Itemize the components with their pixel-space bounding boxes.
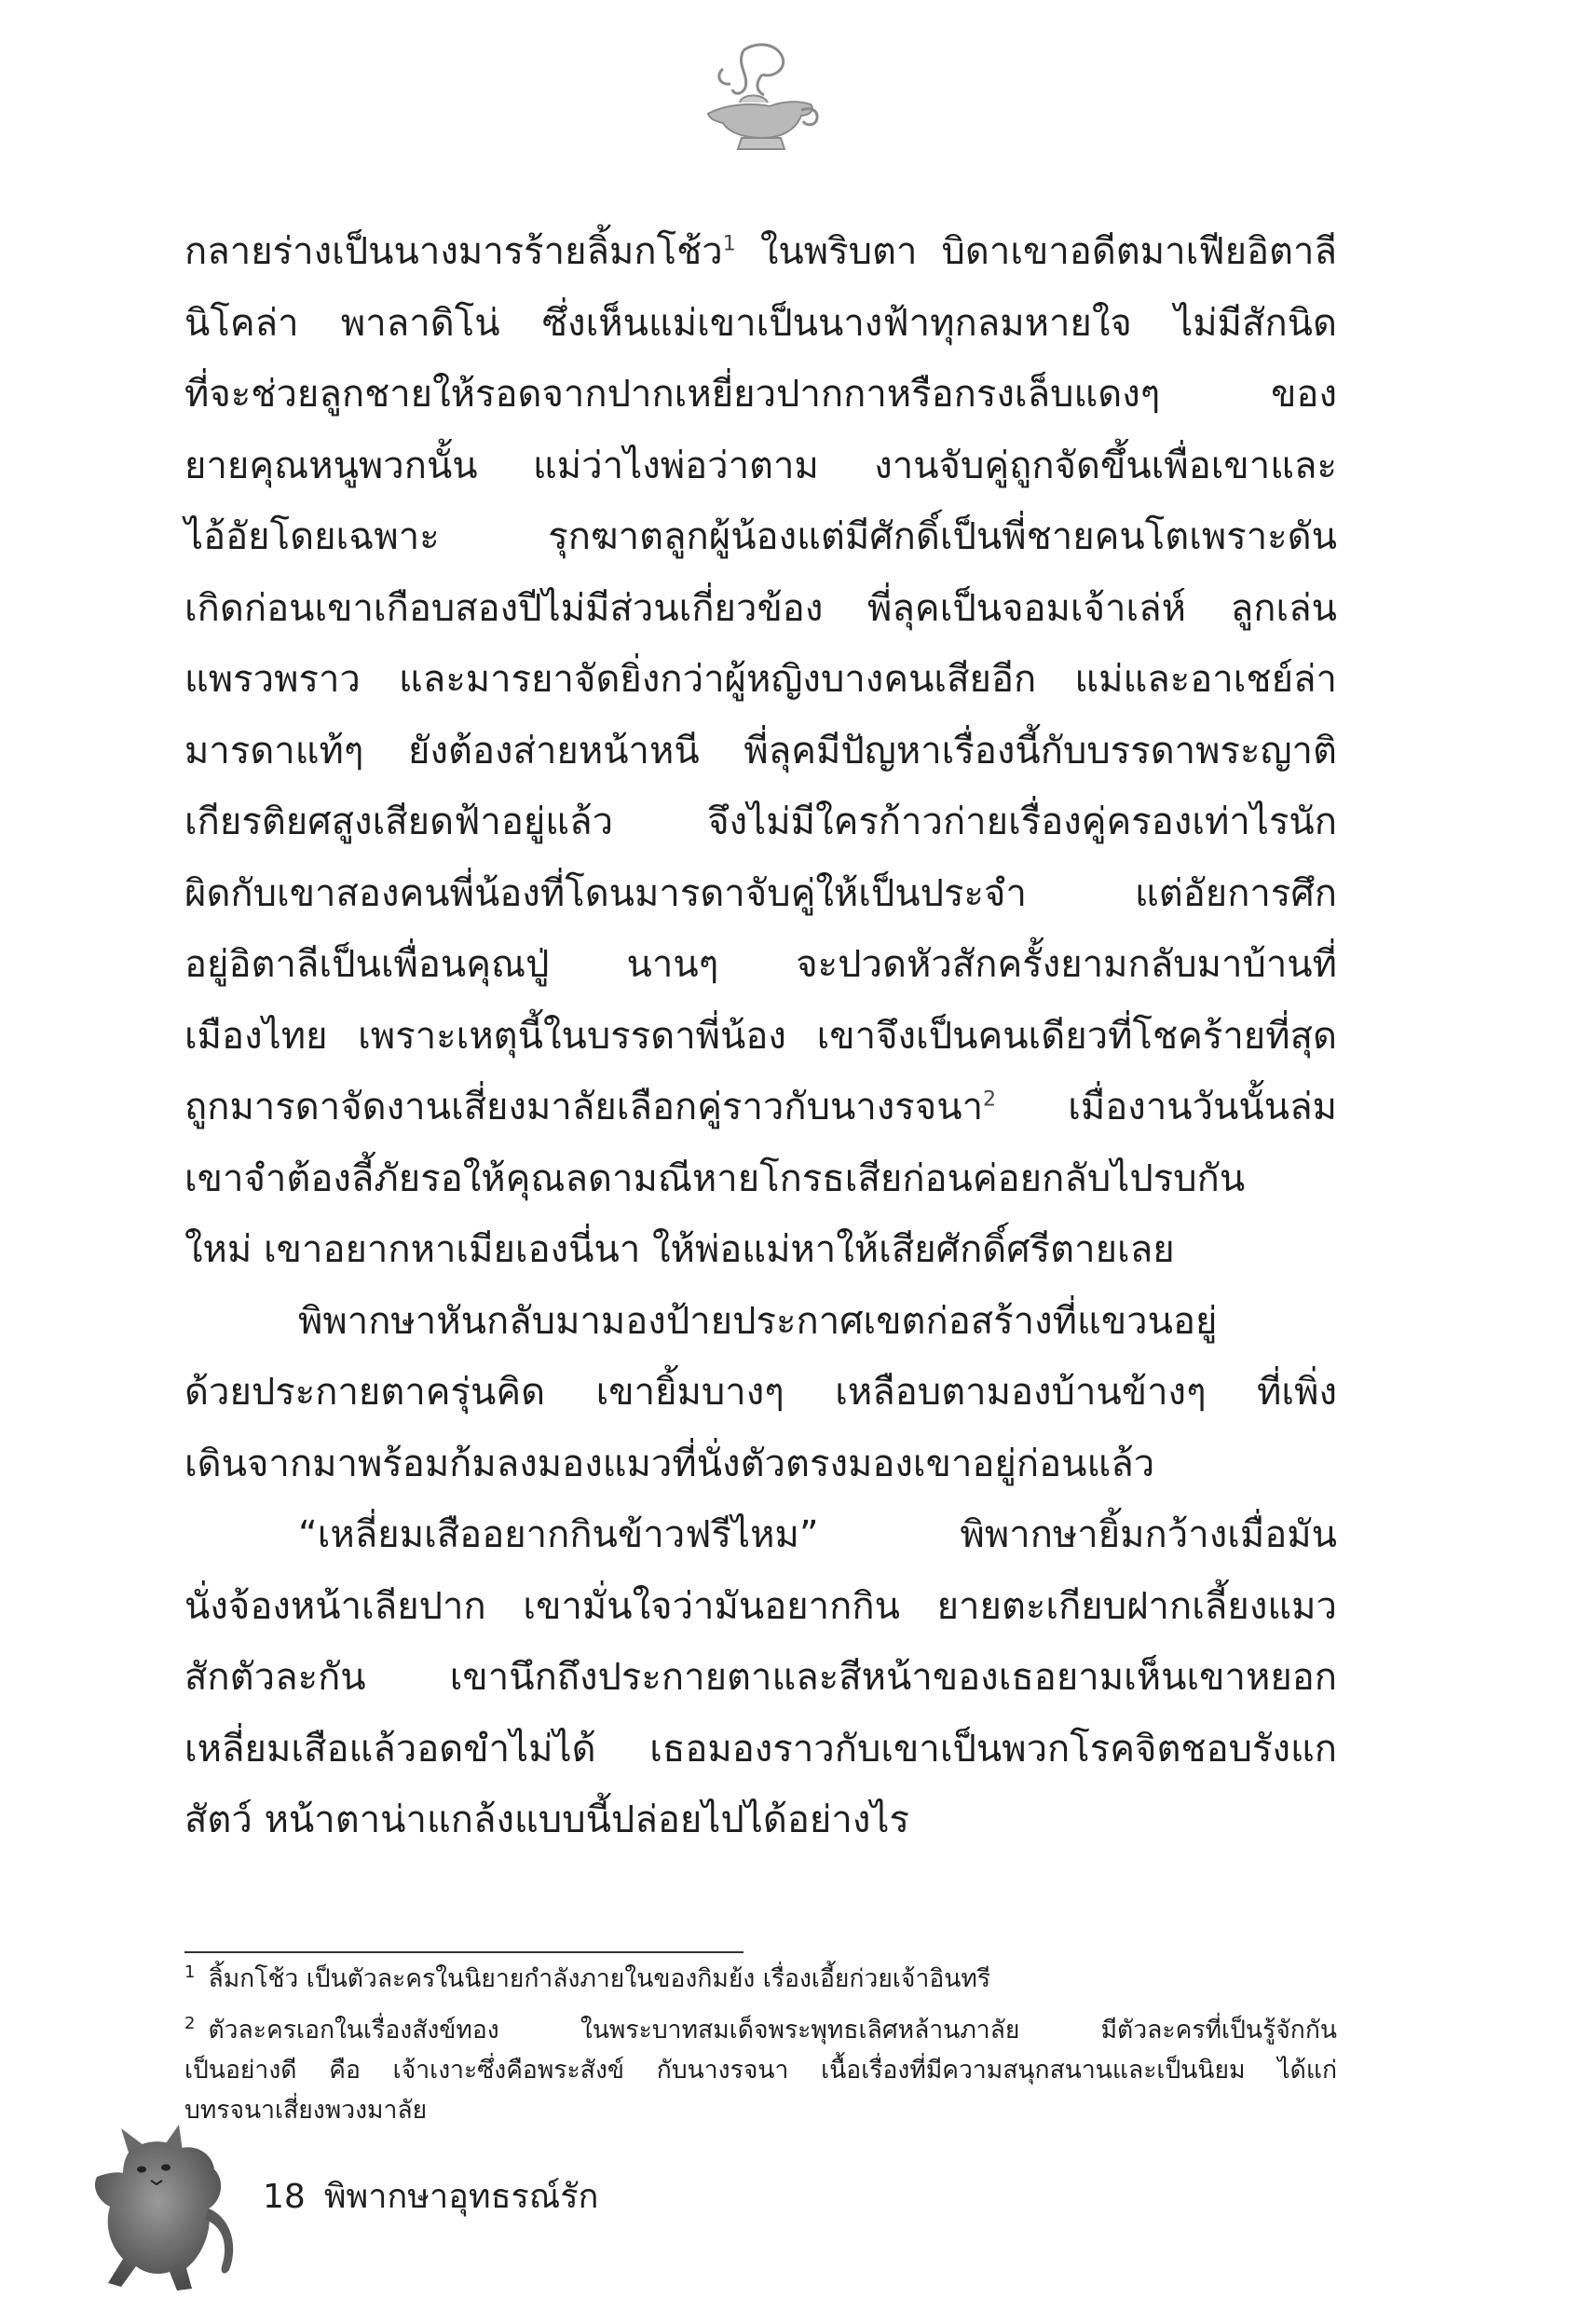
- body-line: เกียรติยศสูงเสียดฟ้าอยู่แล้ว จึงไม่มีใครก้าวก่ายเรื่องคู่ครองเท่าไรนัก: [184, 800, 1337, 843]
- footnote-ref[interactable]: 2: [983, 1087, 997, 1112]
- body-line: “เหลี่ยมเสืออยากกินข้าวฟรีไหม” พิพากษายิ้มกว้างเมื่อมัน: [298, 1513, 1337, 1556]
- body-line: เกิดก่อนเขาเกือบสองปีไม่มีส่วนเกี่ยวข้อง พี่ลุคเป็นจอมเจ้าเล่ห์ ลูกเล่น: [184, 586, 1337, 630]
- body-line: ถูกมารดาจัดงานเสี่ยงมาลัยเลือกคู่ราวกับนางรจนา$^2$ เมื่องานวันนั้นล่ม: [184, 1086, 1337, 1128]
- footnote-ref[interactable]: 1: [722, 232, 736, 256]
- body-line: อยู่อิตาลีเป็นเพื่อนคุณปู่ นานๆ จะปวดหัวสักครั้งยามกลับมาบ้านที่: [184, 943, 1337, 986]
- body-line: สัตว์ หน้าตาน่าแกล้งแบบนี้ปล่อยไปได้อย่างไร: [184, 1798, 909, 1841]
- body-line: เหลี่ยมเสือแล้วอดขำไม่ได้ เธอมองราวกับเขาเป็นพวกโรคจิตชอบรังแก: [184, 1727, 1337, 1771]
- page-footer: [263, 2177, 598, 2218]
- body-line: ใหม่ เขาอยากหาเมียเองนี่นา ให้พ่อแม่หาให้เสียศักดิ์ศรีตายเลย: [184, 1228, 1175, 1271]
- body-line: แพรวพราว และมารยาจัดยิ่งกว่าผู้หญิงบางคนเสียอีก แม่และอาเชย์ล่า: [184, 658, 1337, 701]
- footnote-1: $^1$ ลิ้มกโช้ว เป็นตัวละครในนิยายกำลังภายในของกิมย้ง เรื่องเอี้ยก่วยเจ้าอินทรี: [184, 1962, 991, 1993]
- body-line: ยายคุณหนูพวกนั้น แม่ว่าไงพ่อว่าตาม งานจับคู่ถูกจัดขึ้นเพื่อเขาและ: [184, 444, 1337, 487]
- footnote-number: 2: [184, 2014, 196, 2034]
- footnote-2-line: บทรจนาเสี่ยงพวงมาลัย: [184, 2096, 428, 2125]
- cat-icon: [73, 2115, 259, 2302]
- body-line: เมืองไทย เพราะเหตุนี้ในบรรดาพี่น้อง เขาจึงเป็นคนเดียวที่โชคร้ายที่สุด: [184, 1014, 1337, 1058]
- footnote-separator: [184, 1951, 743, 1953]
- body-line: เดินจากมาพร้อมก้มลงมองแมวที่นั่งตัวตรงมองเขาอยู่ก่อนแล้ว: [184, 1442, 1155, 1485]
- body-line: ที่จะช่วยลูกชายให้รอดจากปากเหยี่ยวปากกาหรือกรงเล็บแดงๆ ของ: [184, 373, 1337, 416]
- body-line: ไอ้อัยโดยเฉพาะ รุกฆาตลูกผู้น้องแต่มีศักดิ์เป็นพี่ชายคนโตเพราะดัน: [184, 515, 1337, 558]
- body-line: นิโคล่า พาลาดิโน่ ซึ่งเห็นแม่เขาเป็นนางฟ้าทุกลมหายใจ ไม่มีสักนิด: [184, 301, 1337, 345]
- book-title: พิพากษาอุทธรณ์รัก: [323, 2178, 599, 2216]
- body-line: กลายร่างเป็นนางมารร้ายลิ้มกโช้ว$^1$ ในพริบตา บิดาเขาอดีตมาเฟียอิตาลี: [184, 230, 1338, 273]
- body-line: มารดาแท้ๆ ยังต้องส่ายหน้าหนี พี่ลุคมีปัญหาเรื่องนี้กับบรรดาพระญาติ: [184, 729, 1337, 773]
- page-number: 18: [263, 2178, 306, 2216]
- footnote-number: 1: [184, 1962, 196, 1983]
- genie-lamp-icon: [688, 37, 827, 158]
- body-line: สักตัวละกัน เขานึกถึงประกายตาและสีหน้าของเธอยามเห็นเขาหยอก: [184, 1656, 1337, 1699]
- body-line: ด้วยประกายตาครุ่นคิด เขายิ้มบางๆ เหลือบตามองบ้านข้างๆ ที่เพิ่ง: [184, 1371, 1337, 1414]
- body-line: นั่งจ้องหน้าเลียปาก เขามั่นใจว่ามันอยากกิน ยายตะเกียบฝากเลี้ยงแมว: [184, 1584, 1337, 1628]
- body-line: พิพากษาหันกลับมามองป้ายประกาศเขตก่อสร้างที่แขวนอยู่: [298, 1299, 1218, 1343]
- body-line: ผิดกับเขาสองคนพี่น้องที่โดนมารดาจับคู่ให้เป็นประจำ แต่อัยการศึก: [184, 871, 1337, 915]
- footnotes: [184, 1959, 1337, 2130]
- body-text: [184, 216, 1337, 1856]
- footnote-2-line: เป็นอย่างดี คือ เจ้าเงาะซึ่งคือพระสังข์ กับนางรจนา เนื้อเรื่องที่มีความสนุกสนานและเป็นนิยม ได้แก่: [184, 2056, 1337, 2085]
- body-line: เขาจำต้องลี้ภัยรอให้คุณลดามณีหายโกรธเสียก่อนค่อยกลับไปรบกัน: [184, 1156, 1246, 1200]
- footnote-2: $^2$ ตัวละครเอกในเรื่องสังข์ทอง ในพระบาทสมเด็จพระพุทธเลิศหล้านภาลัย มีตัวละครที่เป็นรู้จักกัน: [184, 2014, 1337, 2044]
